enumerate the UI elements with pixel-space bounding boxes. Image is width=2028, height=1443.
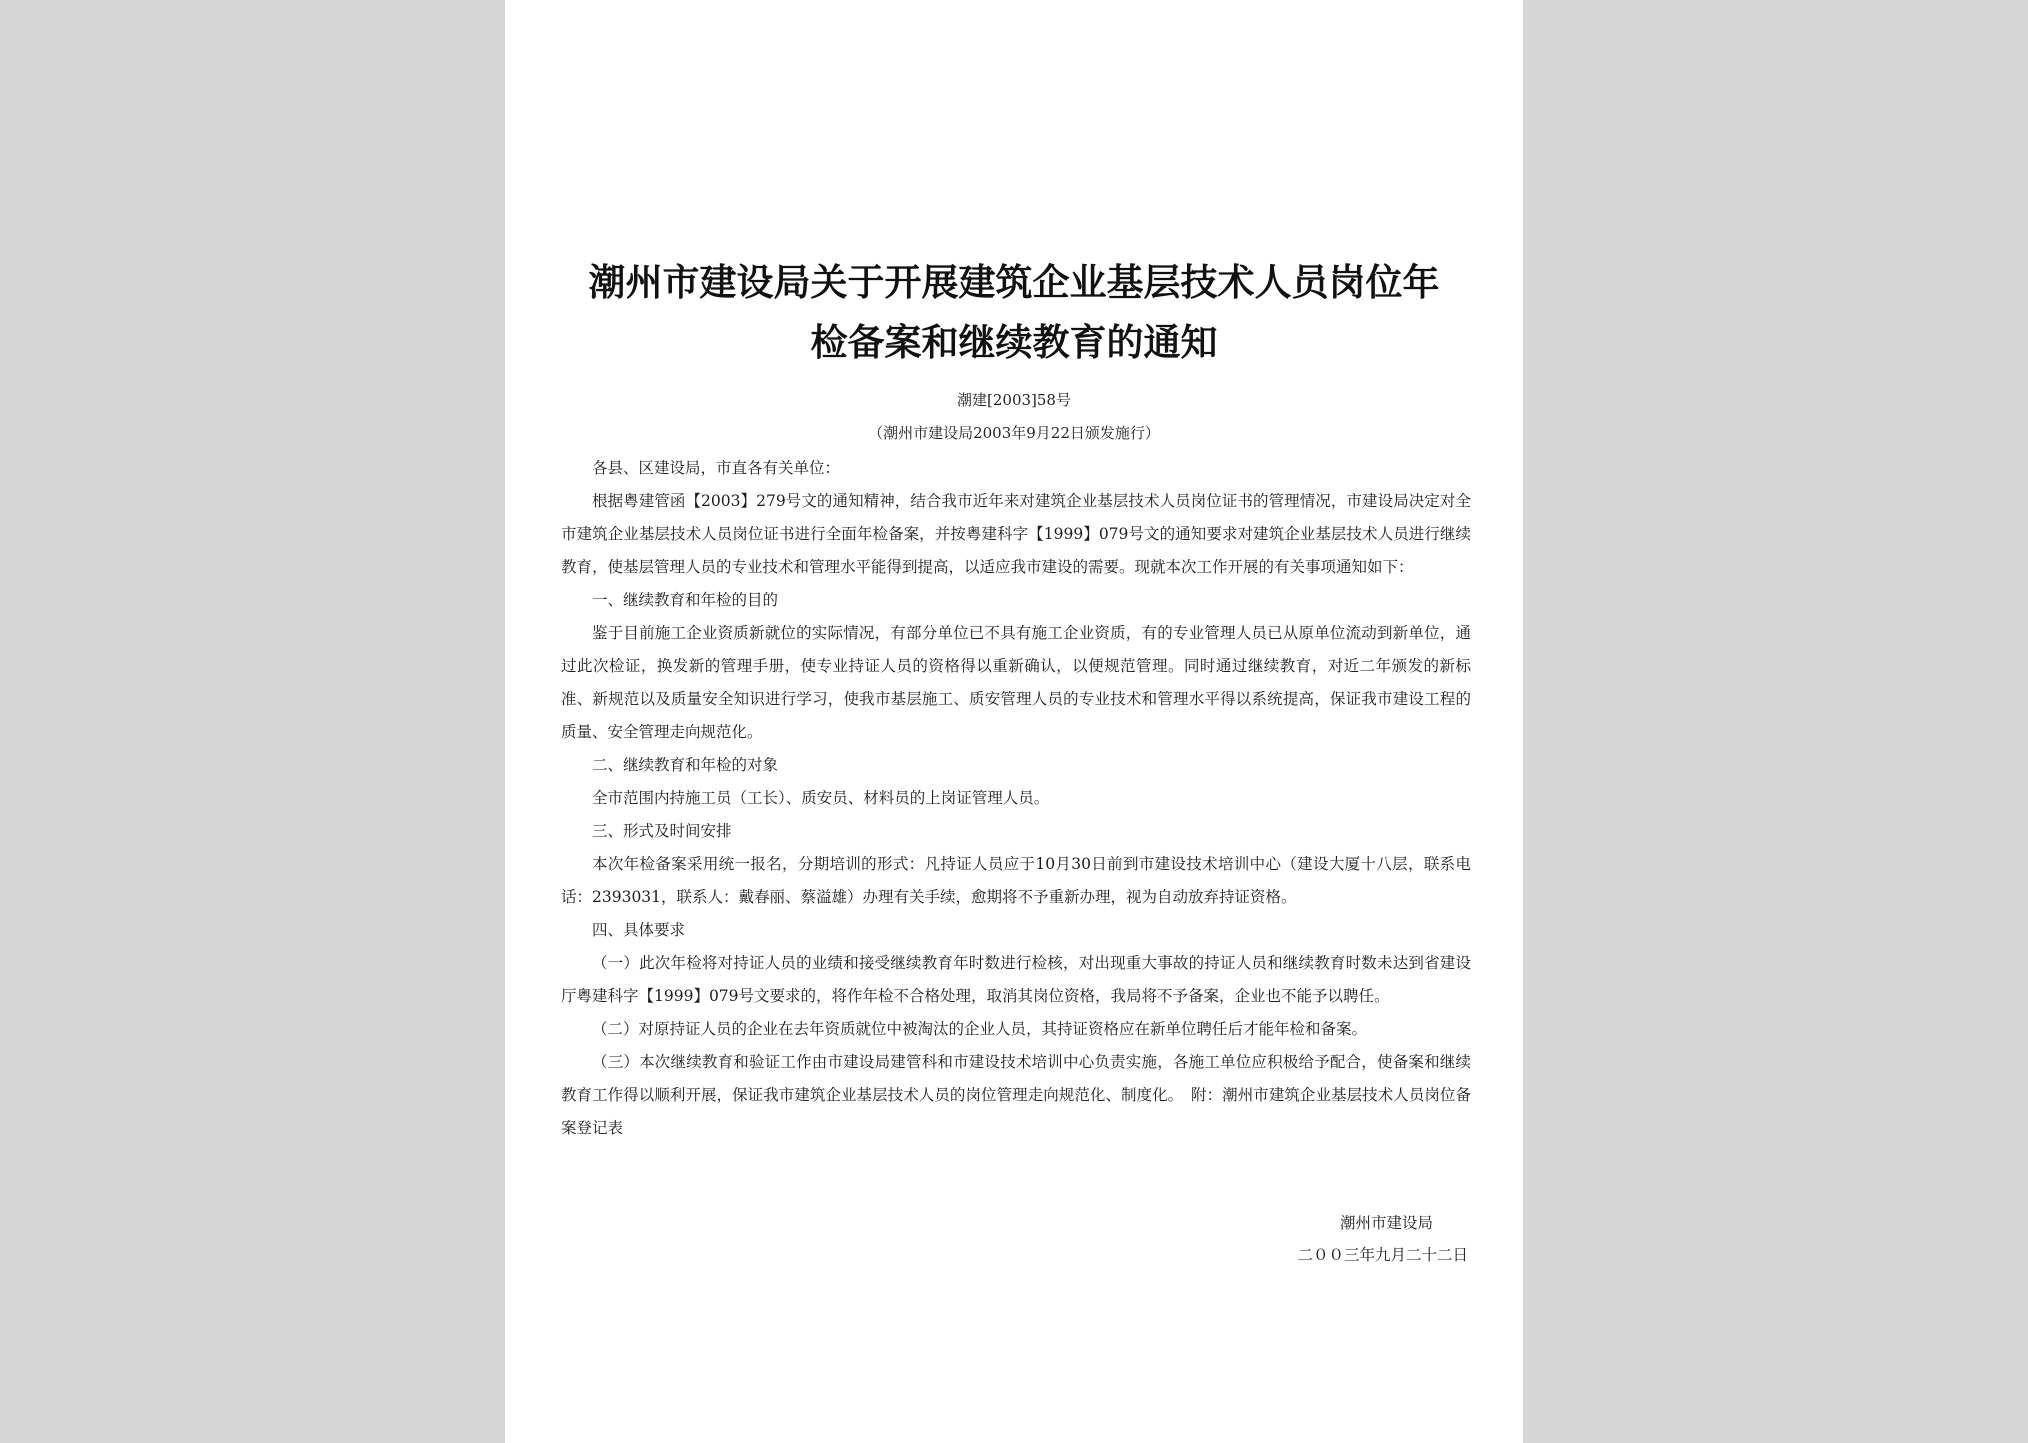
document-title-line-2: 检备案和继续教育的通知 xyxy=(810,320,1218,364)
document-page xyxy=(505,0,1523,1443)
target-paragraph: 全市范围内持施工员（工长）、质安员、材料员的上岗证管理人员。 xyxy=(592,789,1050,807)
intro-paragraph: 根据粤建管函【2003】279号文的通知精神，结合我市近年来对建筑企业基层技术人员岗位证书的管理情况，市建设局决定对全市建筑企业基层技术人员岗位证书进行全面年检备案，并按粤建科字【1999】079号文的通知要求对建筑企业基层技术人员进行继续教育，使基层管理人员的专业技术和管理水平能得到提高，以适应我市建设的需要。现就本次工作开展的有关事项通知如下： xyxy=(561,492,1471,576)
issuer-signature: 潮州市建设局 xyxy=(1339,1214,1433,1232)
document-body xyxy=(561,452,1471,1145)
section-heading-target: 二、继续教育和年检的对象 xyxy=(592,756,779,774)
schedule-paragraph: 本次年检备案采用统一报名，分期培训的形式：凡持证人员应于10月30日前到市建设技术培训中心（建设大厦十八层，联系电话：2393031，联系人：戴春丽、蔡溢雄）办理有关手续，愈期将不予重新办理，视为自动放弃持证资格。 xyxy=(561,855,1471,906)
document-number: 潮建[2003]58号 xyxy=(957,391,1071,409)
salutation: 各县、区建设局，市直各有关单位： xyxy=(592,459,841,477)
requirement-item-2: （二）对原持证人员的企业在去年资质就位中被淘汰的企业人员，其持证资格应在新单位聘任后才能年检和备案。 xyxy=(592,1020,1368,1038)
requirement-item-1: （一）此次年检将对持证人员的业绩和接受继续教育年时数进行检核，对出现重大事故的持证人员和继续教育时数未达到省建设厅粤建科字【1999】079号文要求的，将作年检不合格处理，取消其岗位资格，我局将不予备案，企业也不能予以聘任。 xyxy=(561,954,1471,1005)
section-heading-purpose: 一、继续教育和年检的目的 xyxy=(592,591,779,609)
issue-date: 二００三年九月二十二日 xyxy=(1297,1246,1468,1264)
requirement-item-3: （三）本次继续教育和验证工作由市建设局建管科和市建设技术培训中心负责实施，各施工单位应积极给予配合，使备案和继续教育工作得以顺利开展，保证我市建筑企业基层技术人员的岗位管理走向规范化、制度化。 附：潮州市建筑企业基层技术人员岗位备案登记表 xyxy=(561,1053,1471,1137)
purpose-paragraph: 鉴于目前施工企业资质新就位的实际情况，有部分单位已不具有施工企业资质，有的专业管理人员已从原单位流动到新单位，通过此次检证，换发新的管理手册，使专业持证人员的资格得以重新确认，以便规范管理。同时通过继续教育，对近二年颁发的新标准、新规范以及质量安全知识进行学习，使我市基层施工、质安管理人员的专业技术和管理水平得以系统提高，保证我市建设工程的质量、安全管理走向规范化。 xyxy=(561,624,1471,741)
section-heading-schedule: 三、形式及时间安排 xyxy=(592,822,732,840)
issue-note: （潮州市建设局2003年9月22日颁发施行） xyxy=(868,424,1160,442)
section-heading-requirements: 四、具体要求 xyxy=(592,921,686,939)
document-title-line-1: 潮州市建设局关于开展建筑企业基层技术人员岗位年 xyxy=(588,260,1440,304)
